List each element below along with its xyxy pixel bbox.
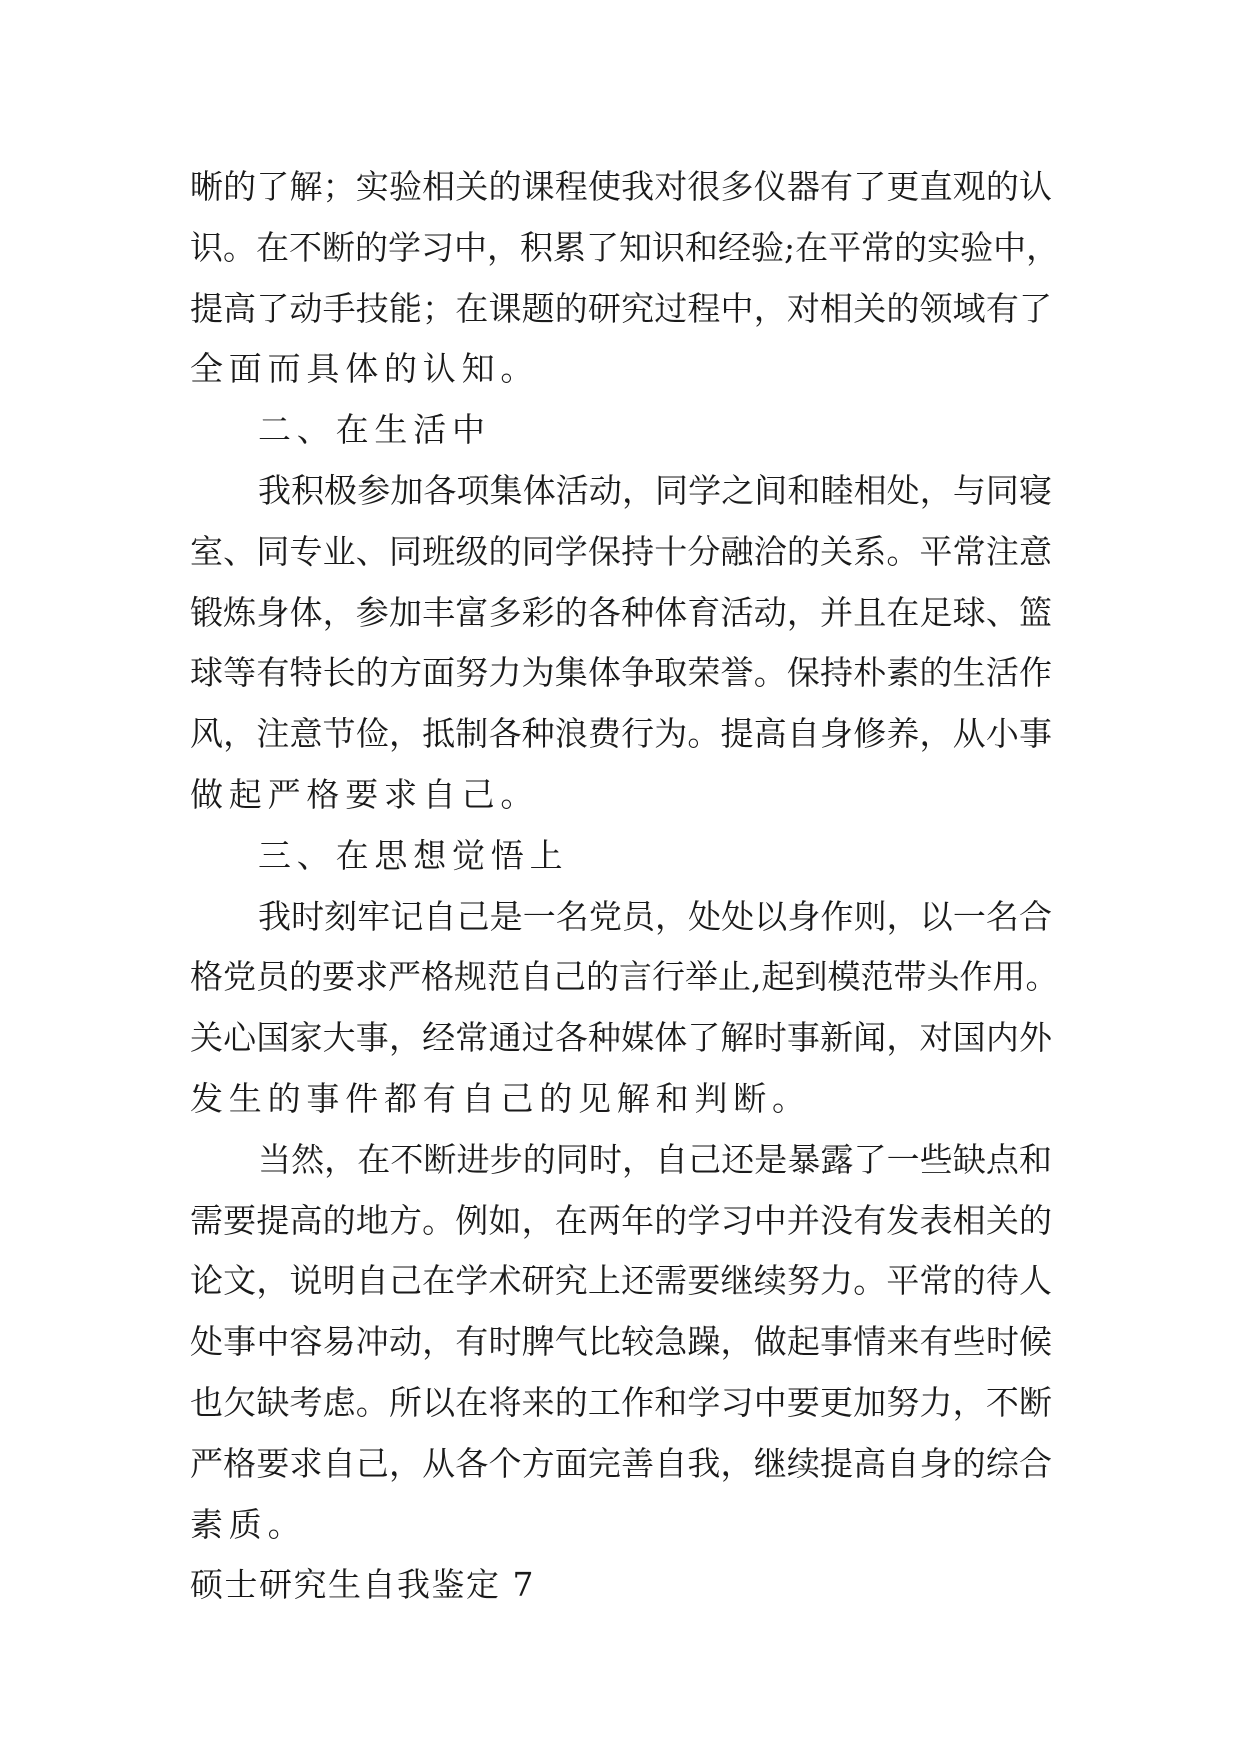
paragraph-line: 严格要求自己，从各个方面完善自我，继续提高自身的综合 bbox=[190, 1443, 1052, 1483]
document-body bbox=[190, 157, 1060, 1616]
paragraph-line: 锻炼身体，参加丰富多彩的各种体育活动，并且在足球、篮 bbox=[190, 592, 1052, 632]
paragraph-line: 论文，说明自己在学术研究上还需要继续努力。平常的待人 bbox=[190, 1261, 1052, 1301]
paragraph-line: 也欠缺考虑。所以在将来的工作和学习中要更加努力，不断 bbox=[190, 1382, 1052, 1422]
paragraph-line: 识。在不断的学习中，积累了知识和经验;在平常的实验中， bbox=[190, 227, 1060, 267]
paragraph-line: 晰的了解；实验相关的课程使我对很多仪器有了更直观的认 bbox=[190, 167, 1052, 206]
section-heading-life: 二、在生活中 bbox=[258, 410, 491, 450]
paragraph-line: 格党员的要求严格规范自己的言行举止,起到模范带头作用。 bbox=[190, 957, 1059, 997]
paragraph-line: 做起严格要求自己。 bbox=[190, 774, 540, 814]
paragraph-line: 发生的事件都有自己的见解和判断。 bbox=[190, 1078, 811, 1118]
paragraph-line: 风，注意节俭，抵制各种浪费行为。提高自身修养，从小事 bbox=[190, 714, 1052, 754]
paragraph-line: 球等有特长的方面努力为集体争取荣誉。保持朴素的生活作 bbox=[190, 653, 1052, 693]
paragraph-line: 需要提高的地方。例如，在两年的学习中并没有发表相关的 bbox=[190, 1200, 1052, 1240]
paragraph-line: 关心国家大事，经常通过各种媒体了解时事新闻，对国内外 bbox=[190, 1018, 1052, 1058]
section-heading-thought: 三、在思想觉悟上 bbox=[258, 835, 569, 875]
paragraph-line: 全面而具体的认知。 bbox=[190, 349, 540, 389]
paragraph-line: 室、同专业、同班级的同学保持十分融洽的关系。平常注意 bbox=[190, 531, 1052, 571]
paragraph-line: 处事中容易冲动，有时脾气比较急躁，做起事情来有些时候 bbox=[190, 1322, 1052, 1362]
paragraph-line: 当然，在不断进步的同时，自己还是暴露了一些缺点和 bbox=[258, 1139, 1052, 1179]
paragraph-line: 我时刻牢记自己是一名党员，处处以身作则，以一名合 bbox=[258, 896, 1052, 936]
document-section-title: 硕士研究生自我鉴定 7 bbox=[190, 1565, 535, 1605]
paragraph-line: 提高了动手技能；在课题的研究过程中，对相关的领域有了 bbox=[190, 288, 1052, 328]
paragraph-line: 素质。 bbox=[190, 1504, 307, 1544]
paragraph-line: 我积极参加各项集体活动，同学之间和睦相处，与同寝 bbox=[258, 470, 1052, 510]
